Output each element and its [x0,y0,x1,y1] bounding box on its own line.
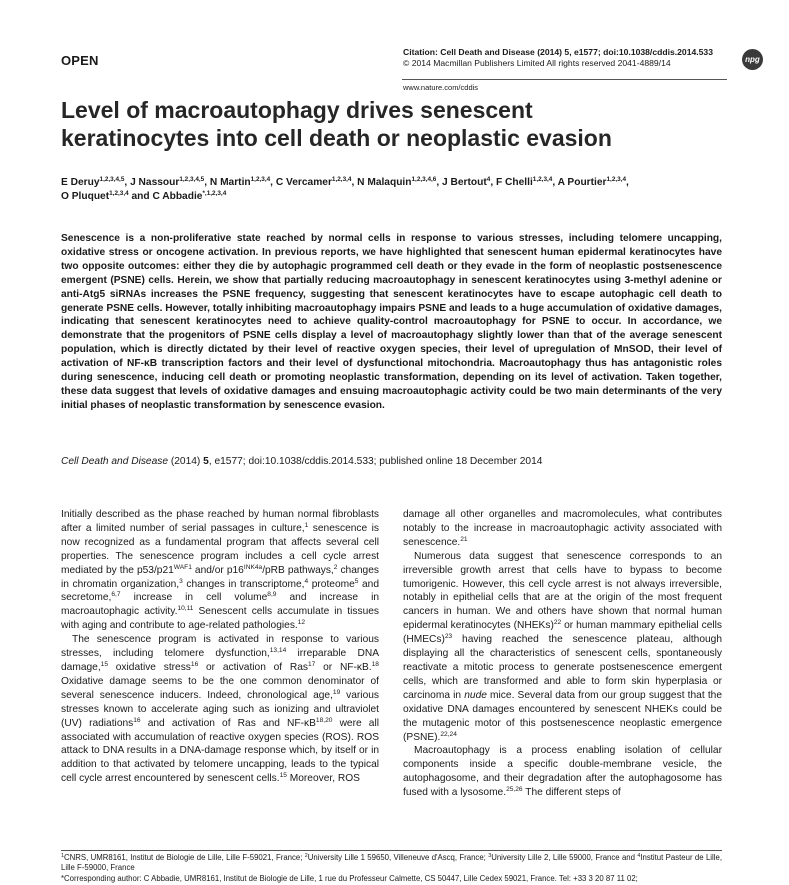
author-affiliation: 1,2,3,4 [606,176,627,183]
author-affiliation: 1,2,3,4,5 [99,176,125,183]
article-title [61,96,701,152]
author-separator: , [490,177,496,188]
author-separator: , [351,177,358,188]
author-affiliation: 1,2,3,4 [331,176,352,183]
author-separator: , [270,177,276,188]
author-separator: , [552,177,558,188]
author-affiliation: 1,2,3,4,6 [411,176,437,183]
author-affiliation: 1,2,3,4 [109,190,129,198]
title-line-2: keratinocytes into cell death or neoplastic evasion [61,125,612,151]
author-affiliation: *,1,2,3,4 [202,190,227,198]
affiliation-footnotes: $^1$CNRS, UMR8161, Institut de Biologie de Lille, Lille F-59021, France; $^2$University Lille 1 59650, Villeneuve d'Ascq, France; $^3$University Lille 2, Lille 59000, France and $^4$Institut Pasteur de Lille, Lille F-59000, France *Corresponding author: C Abbadie, UMR8161, Institut de Biologie de Lille, 1 rue du Professeur Calmette, CS 50447, Lille Cedex 59021, France. Tel: +33 3 20 87 11 02; [61,853,722,883]
author-affiliation: 1,2,3,4,5 [179,176,205,183]
author-separator: , [204,177,210,188]
citation-line: Citation: Cell Death and Disease (2014) 5, e1577; doi:10.1038/cddis.2014.533 [403,47,713,57]
open-access-label: OPEN [61,53,99,68]
journal-doi-published: , e1577; doi:10.1038/cddis.2014.533; published online 18 December 2014 [208,456,543,467]
journal-url[interactable]: www.nature.com/cddis [403,83,479,92]
body-column-right: damage all other organelles and macromolecules, what contributes notably to the increase in macroautophagic activity associated with senescence.$^{21}$ Numerous data suggest that senescence corresponds to an irreversible growth arrest that cells have to bypass to become tumorigenic. However, this cell cycle arrest is not always irreversible, notably in epithelial cells that are at the origin of the most frequent cancers in human. We and others have shown that normal human epidermal keratinocytes (NHEKs)$^{22}$ or human mammary epithelial cells (HMECs)$^{23}$ having reached the senescence plateau, although displaying all the characteristics of senescent cells, spontaneously reactivate a mitotic process to generate postsenescence emergent cells, which are transformed and able to form skin hyperplasia or carcinoma in nude mice. Several data from our group suggest that the oxidative DNA damages encountered by senescent NHEKs could be the mutagenic motor of this postsenescence neoplastic emergence (PSNE).$^{22,24}$ Macroautophagy is a process enabling isolation of cellular components inside a specific double-membrane vesicle, the autophagosome, and their degradation after the autophagosome has fused with a lysosome.$^{25,26}$ The different steps of [403,509,722,799]
author-separator: and [128,191,153,203]
author-affiliation: 1,2,3,4 [250,176,271,183]
author-separator: , [436,177,443,188]
journal-year: (2014) [168,456,204,467]
citation-block [403,47,743,68]
journal-name: Cell Death and Disease [61,456,169,467]
copyright-line: © 2014 Macmillan Publishers Limited All rights reserved 2041-4889/14 [403,57,671,68]
author-name: N Martin [209,177,251,188]
author-name: J Bertout [442,177,487,188]
author-name: C Abbadie [152,191,203,203]
npg-logo-icon: npg [742,49,763,70]
author-list [61,176,751,204]
author-affiliation: 4 [486,176,491,183]
author-separator: , [124,177,131,188]
author-name: F Chelli [495,177,533,188]
journal-reference [61,456,542,467]
author-name: N Malaquin [357,177,412,188]
author-name: A Pourtier [557,177,607,188]
title-line-1: Level of macroautophagy drives senescent [61,97,533,123]
abstract: Senescence is a non-proliferative state reached by normal cells in response to various stresses, including telomere uncapping, oxidative stress or oncogene activation. In previous reports, we have highlighted that senescent human epidermal keratinocytes have two opposite outcomes: either they die by autophagic programmed cell death or they evade in the form of neoplastic postsenescence emergent (PSNE) cells. Herein, we show that partially reducing macroautophagy in senescent keratinocytes using 3-methyl adenine or anti-Atg5 siRNAs increases the PSNE frequency, suggesting that senescent keratinocytes have to escape autophagic cell death to generate PSNE cells. However, totally inhibiting macroautophagy impairs PSNE and leads to a huge accumulation of oxidative damages, indicating that senescent keratinocytes need to achieve quality-control macroautophagy for PSNE to occur. In accordance, we demonstrate that the progenitors of PSNE cells display a level of macroautophagy slightly lower than that of the average senescent population, which is directly dictated by their level of reactive oxygen species, their level of upregulation of MnSOD, their level of activation of NF-κB transcription factors and their level of dysfunctional mitochondria. Macroautophagy thus has antagonistic roles during senescence, inducing cell death or promoting neoplastic transformation, depending on its level of activation. Taken together, these data suggest that levels of oxidative damages and ensuing macroautophagic activity could be two main determinants of the very initial phases of neoplastic transformation by senescence evasion. [61,233,722,411]
body-column-left: Initially described as the phase reached by human normal fibroblasts after a limited number of serial passages in culture,$^1$ senescence is now recognized as a fundamental program that affects several cell properties. The senescence program includes a cell cycle arrest mediated by the $p53/p21^{WAF1}$ and/or $p16^{INK4a}$/pRB pathways,$^2$ changes in chromatin organization,$^3$ changes in transcriptome,$^4$ proteome$^5$ and secretome,$^{6,7}$ increase in cell volume$^{8,9}$ and increase in macroautophagic activity.$^{10,11}$ Senescent cells accumulate in tissues with aging and contribute to age-related pathologies.$^{12}$ The senescence program is activated in response to various stresses, including telomere dysfunction,$^{13,14}$ irreparable DNA damage,$^{15}$ oxidative stress$^{16}$ or activation of Ras$^{17}$ or NF-κB.$^{18}$ Oxidative damage seems to be the one common denominator of several senescence inducers. Indeed, chronological age,$^{19}$ various stresses known to accelerate aging such as ionizing and ultraviolet (UV) radiations$^{16}$ and activation of Ras and NF-κB$^{18,20}$ were all associated with accumulation of reactive oxygen species (ROS). ROS attack to DNA results in a DNA-damage response which, by itself or in addition to that activated by telomere uncapping, leads to the typical cell cycle arrest encountered by senescent cells.$^{15}$ Moreover, ROS [61,509,379,785]
author-name: J Nassour [130,177,180,188]
author-name: C Vercamer [275,177,332,188]
journal-volume: 5 [203,456,209,467]
author-name: O Pluquet [61,191,110,203]
author-name: E Deruy [61,177,100,188]
author-affiliation: 1,2,3,4 [532,176,553,183]
header-rule [402,79,727,80]
footnote-rule [61,850,722,851]
author-separator: , [626,177,629,188]
